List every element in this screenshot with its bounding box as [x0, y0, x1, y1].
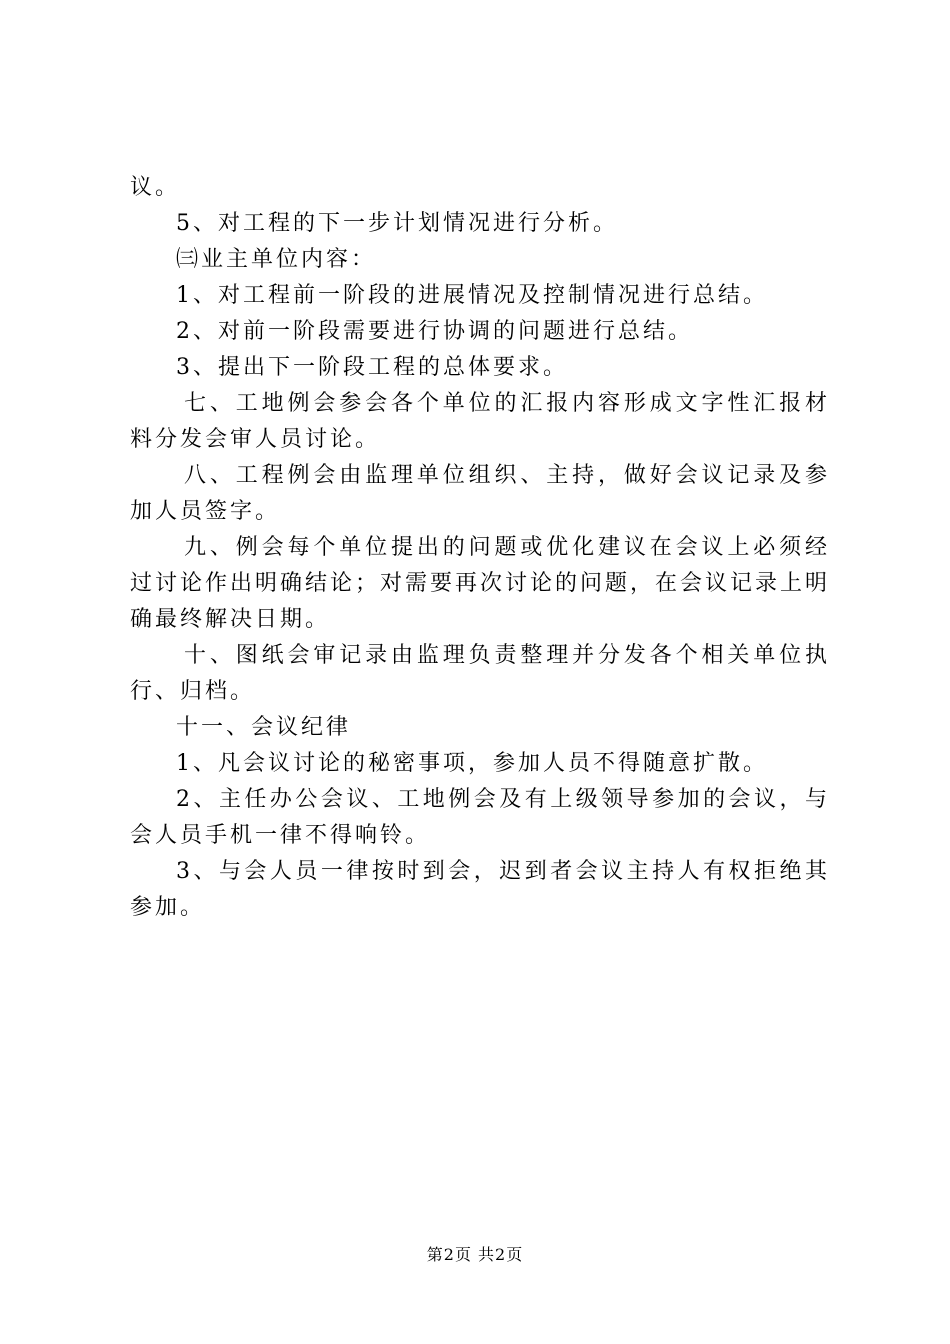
paragraph-12: 1、凡会议讨论的秘密事项，参加人员不得随意扩散。 [176, 751, 768, 776]
paragraph-1: 议。 [130, 175, 181, 200]
paragraph-9: 九、例会每个单位提出的问题或优化建议在会议上必须经过讨论作出明确结论；对需要再次讨论的问题，在会议记录上明确最终解决日期。 [130, 535, 831, 632]
paragraph-5: 2、对前一阶段需要进行协调的问题进行总结。 [176, 319, 693, 344]
paragraph-6: 3、提出下一阶段工程的总体要求。 [176, 355, 568, 380]
paragraph-13: 2、主任办公会议、工地例会及有上级领导参加的会议，与会人员手机一律不得响铃。 [130, 787, 830, 848]
paragraph-14: 3、与会人员一律按时到会，迟到者会议主持人有权拒绝其参加。 [130, 859, 830, 920]
paragraph-8: 八、工程例会由监理单位组织、主持，做好会议记录及参加人员签字。 [130, 463, 830, 524]
document-body [130, 170, 830, 926]
page-number-footer: 第2页 共2页 [426, 1245, 524, 1264]
paragraph-7: 七、工地例会参会各个单位的汇报内容形成文字性汇报材料分发会审人员讨论。 [130, 391, 830, 452]
paragraph-3: ㈢业主单位内容： [176, 247, 377, 272]
paragraph-4: 1、对工程前一阶段的进展情况及控制情况进行总结。 [176, 283, 768, 308]
paragraph-11: 十一、会议纪律 [176, 715, 352, 740]
paragraph-10: 十、图纸会审记录由监理负责整理并分发各个相关单位执行、归档。 [130, 643, 830, 704]
paragraph-2: 5、对工程的下一步计划情况进行分析。 [176, 211, 618, 236]
